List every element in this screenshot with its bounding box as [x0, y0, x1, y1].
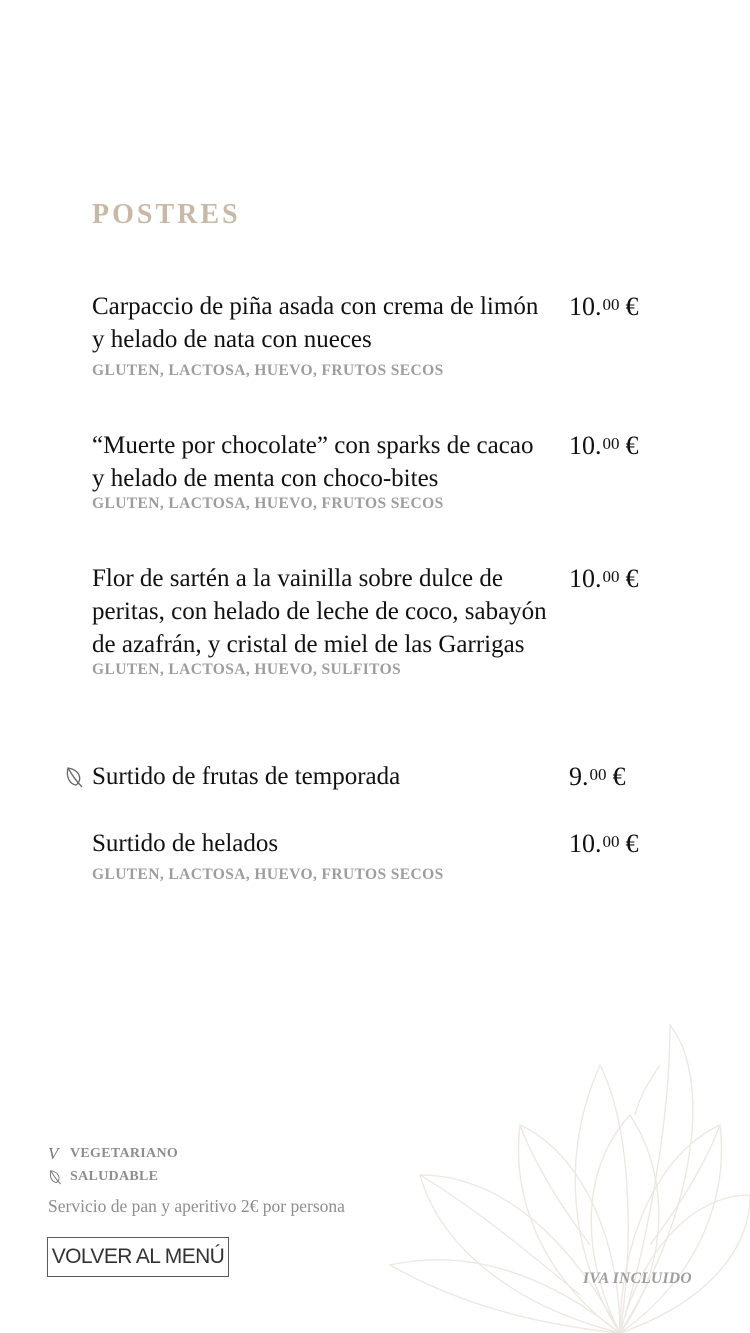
item-allergens: GLUTEN, LACTOSA, HUEVO, SULFITOS [92, 661, 402, 678]
item-name: “Muerte por chocolate” con sparks de cacao y helado de menta con choco-bites [92, 432, 534, 492]
section-title: POSTRES [92, 199, 241, 230]
item-name: Surtido de frutas de temporada [92, 763, 401, 790]
item-name: Carpaccio de piña asada con crema de limón y helado de nata con nueces [92, 293, 539, 353]
menu-item [92, 290, 692, 380]
vegetarian-icon: V [48, 1144, 59, 1163]
item-price: 10.00 € [569, 431, 639, 460]
bread-service-note: Servicio de pan y aperitivo 2€ por persona [48, 1196, 345, 1216]
tax-included-note: IVA INCLUIDO [583, 1270, 692, 1287]
item-name: Flor de sartén a la vainilla sobre dulce de peritas, con helado de leche de coco, sabayón de azafrán, y cristal de miel de las Garrigas [92, 565, 547, 658]
item-allergens: GLUTEN, LACTOSA, HUEVO, FRUTOS SECOS [92, 362, 444, 379]
legend-vegetarian-label: VEGETARIANO [70, 1146, 179, 1161]
item-price: 10.00 € [569, 292, 639, 321]
legend-healthy [48, 1168, 158, 1186]
lotus-flower-decoration [370, 1005, 750, 1333]
item-price: 10.00 € [569, 829, 639, 858]
item-name: Surtido de helados [92, 830, 279, 857]
menu-item [92, 760, 692, 793]
item-price: 10.00 € [569, 564, 639, 593]
menu-item [92, 429, 692, 513]
item-allergens: GLUTEN, LACTOSA, HUEVO, FRUTOS SECOS [92, 866, 444, 883]
leaf-icon [64, 766, 84, 788]
item-price: 9.00 € [569, 762, 626, 791]
legend-vegetarian [48, 1144, 178, 1164]
menu-item [92, 562, 692, 679]
item-allergens: GLUTEN, LACTOSA, HUEVO, FRUTOS SECOS [92, 495, 444, 512]
leaf-icon [48, 1168, 62, 1186]
legend-healthy-label: SALUDABLE [70, 1169, 159, 1184]
back-to-menu-button[interactable]: VOLVER AL MENÚ [47, 1237, 229, 1277]
menu-item [92, 827, 692, 884]
